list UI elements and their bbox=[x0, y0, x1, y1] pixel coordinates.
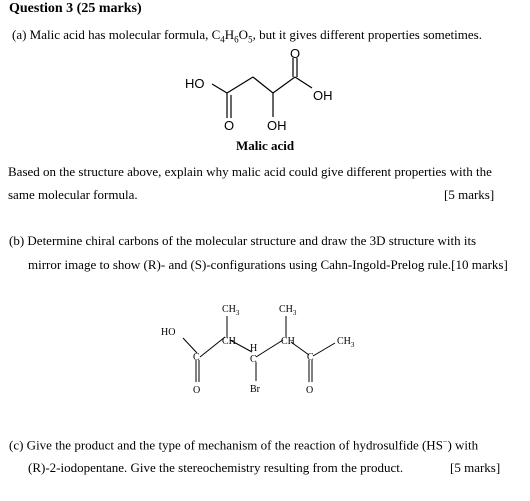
part-a-explain-line1: Based on the structure above, explain why malic acid could give different properties with the bbox=[8, 164, 492, 179]
part-c-marks: [5 marks] bbox=[450, 460, 501, 475]
malic-o-bottom-label: O bbox=[224, 118, 235, 133]
ch3-1-label: $CH_3$ bbox=[222, 304, 240, 317]
part-c-line1-suffix: ) with bbox=[447, 437, 479, 453]
part-c-line1-prefix: (c) Give the product and the type of mechanism of the reaction of hydrosulfide (HS bbox=[9, 437, 443, 453]
h-center-label: H bbox=[250, 343, 258, 354]
ch3-3-label: $CH_3$ bbox=[337, 336, 355, 349]
part-a-prompt-prefix: (a) Malic acid has molecular formula, bbox=[12, 27, 212, 42]
question-title: Question 3 (25 marks) bbox=[9, 1, 142, 16]
o-left-label: O bbox=[193, 385, 201, 396]
formula-c: C bbox=[211, 27, 221, 42]
part-a-prompt-suffix: , but it gives different properties sometimes. bbox=[252, 27, 482, 42]
ho-label: HO bbox=[161, 327, 176, 338]
part-a-explain-line2: same molecular formula. bbox=[8, 187, 138, 202]
malic-acid-caption: Malic acid bbox=[236, 138, 295, 153]
c-right-label: C bbox=[307, 352, 314, 363]
formula-c-count: 4 bbox=[220, 34, 225, 45]
part-c-line2: (R)-2-iodopentane. Give the stereochemistry resulting from the product. bbox=[28, 460, 404, 475]
formula-o-count: 5 bbox=[248, 34, 253, 45]
part-b-line1: (b) Determine chiral carbons of the molecular structure and draw the 3D structure with its bbox=[9, 233, 477, 248]
br-label: Br bbox=[250, 384, 260, 395]
part-a-marks: [5 marks] bbox=[444, 187, 495, 202]
part-b-line2: mirror image to show (R)- and (S)-configurations using Cahn-Ingold-Prelog rule.[10 marks] bbox=[28, 257, 508, 272]
part-c-line1 bbox=[9, 437, 478, 453]
malic-o-top-label: O bbox=[290, 46, 301, 61]
malic-oh-right-label: OH bbox=[313, 88, 333, 103]
malic-oh-bottom-label: OH bbox=[267, 118, 287, 133]
ch3-2-label: $CH_3$ bbox=[279, 304, 297, 317]
formula-h: H bbox=[224, 27, 235, 42]
ch-left-label: CH bbox=[222, 336, 236, 347]
ch-right-label: CH bbox=[281, 336, 295, 347]
part-c-superscript: − bbox=[442, 437, 448, 446]
o-right-label: O bbox=[306, 385, 314, 396]
formula-h-count: 6 bbox=[234, 34, 239, 45]
malic-ho-label: HO bbox=[185, 76, 205, 91]
formula-o: O bbox=[238, 27, 249, 42]
c-left-label: C bbox=[193, 352, 200, 363]
c-center-label: C bbox=[250, 354, 257, 365]
